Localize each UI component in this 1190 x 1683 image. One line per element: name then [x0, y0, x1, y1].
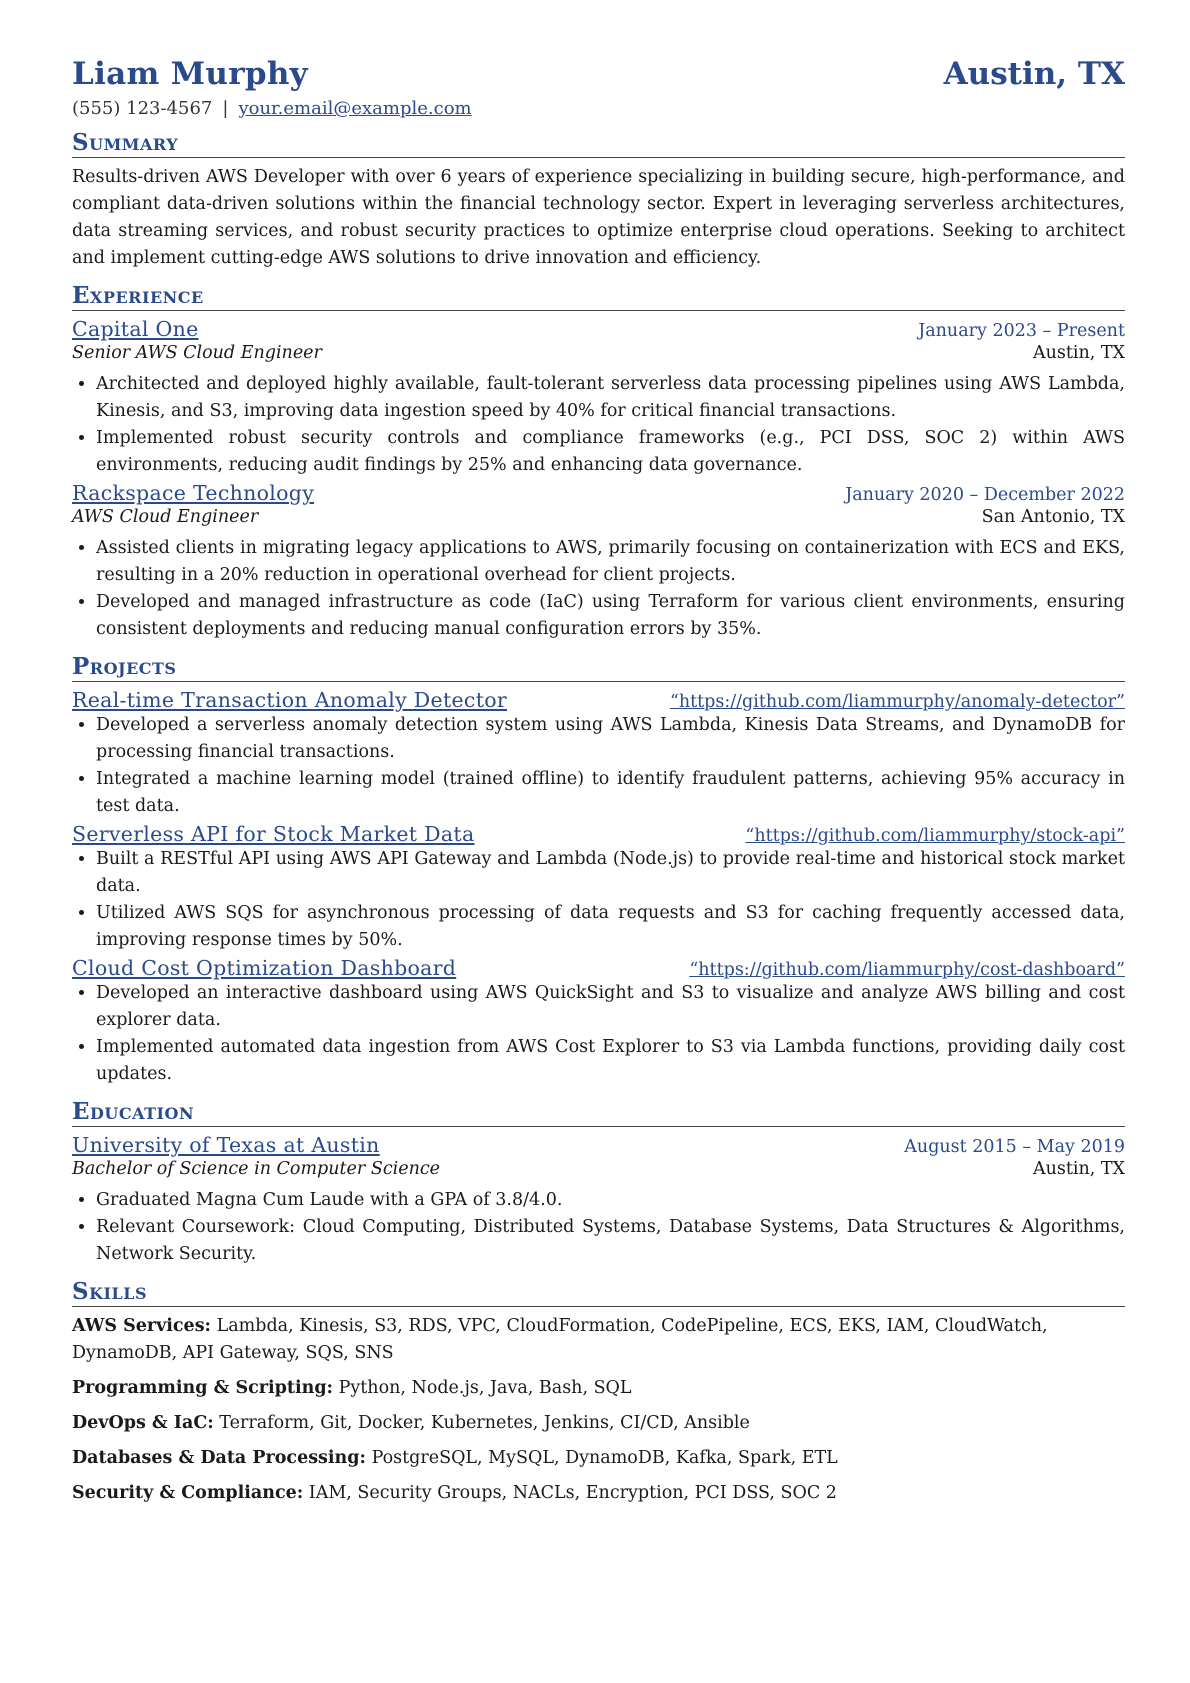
skill-row: [72, 1445, 1125, 1472]
contact-separator: |: [222, 98, 229, 119]
phone-number: (555) 123-4567: [72, 98, 213, 119]
skills-section: [72, 1278, 1125, 1507]
section-title-experience: Experience: [72, 282, 1125, 311]
section-title-summary: Summary: [72, 129, 1125, 158]
company-name[interactable]: Rackspace Technology: [72, 481, 315, 505]
skill-values: IAM, Security Groups, NACLs, Encryption, PCI DSS, SOC 2: [308, 1483, 837, 1503]
experience-section: [72, 282, 1125, 643]
degree: Bachelor of Science in Computer Science: [72, 1159, 441, 1179]
bullet-item: • Relevant Coursework: Cloud Computing, Distributed Systems, Database Systems, Data Structures & Algorithms, Network Security.: [96, 1214, 1125, 1268]
employment-dates: January 2023 – Present: [918, 321, 1125, 341]
project-name[interactable]: Cloud Cost Optimization Dashboard: [72, 956, 457, 980]
job-location: Austin, TX: [1032, 343, 1125, 363]
job-location: San Antonio, TX: [981, 507, 1125, 527]
job-title: Senior AWS Cloud Engineer: [72, 343, 322, 363]
project-link[interactable]: “https://github.com/liammurphy/anomaly-detector”: [669, 692, 1125, 712]
bullet-item: • Utilized AWS SQS for asynchronous processing of data requests and S3 for caching frequently accessed data, improving response times by 50%.: [96, 900, 1125, 954]
bullet-item: • Built a RESTful API using AWS API Gateway and Lambda (Node.js) to provide real-time and historical stock market data.: [96, 846, 1125, 900]
section-title-education: Education: [72, 1098, 1125, 1127]
skill-row: [72, 1313, 1125, 1367]
bullet-list: [72, 712, 1125, 820]
bullet-list: [72, 980, 1125, 1088]
skill-row: [72, 1480, 1125, 1507]
skill-category: Security & Compliance:: [72, 1483, 304, 1503]
school-location: Austin, TX: [1032, 1159, 1125, 1179]
contact-line: [72, 98, 1125, 119]
skill-row: [72, 1410, 1125, 1437]
experience-entry: [72, 317, 1125, 479]
resume-page: [72, 56, 1125, 1515]
projects-section: [72, 653, 1125, 1088]
skill-category: Databases & Data Processing:: [72, 1448, 366, 1468]
bullet-list: [72, 535, 1125, 643]
skill-category: Programming & Scripting:: [72, 1378, 334, 1398]
email-link[interactable]: your.email@example.com: [238, 98, 472, 119]
section-title-projects: Projects: [72, 653, 1125, 682]
company-name[interactable]: Capital One: [72, 317, 199, 341]
skill-values: Terraform, Git, Docker, Kubernetes, Jenkins, CI/CD, Ansible: [219, 1413, 750, 1433]
summary-text: Results-driven AWS Developer with over 6 years of experience specializing in building secure, high-performance, and compliant data-driven solutions within the financial technology sector. Expert in leveraging serverless architectures, data streaming services, and robust security practices to optimize enterprise cloud operations. Seeking to architect and implement cutting-edge AWS solutions to drive innovation and efficiency.: [72, 167, 1125, 268]
school-name[interactable]: University of Texas at Austin: [72, 1133, 380, 1157]
bullet-item: • Developed a serverless anomaly detection system using AWS Lambda, Kinesis Data Streams, and DynamoDB for processing financial transactions.: [96, 712, 1125, 766]
project-entry: [72, 822, 1125, 954]
bullet-list: [72, 846, 1125, 954]
project-name[interactable]: Real-time Transaction Anomaly Detector: [72, 688, 507, 712]
skill-values: Python, Node.js, Java, Bash, SQL: [338, 1378, 632, 1398]
resume-header: [72, 56, 1125, 92]
education-dates: August 2015 – May 2019: [904, 1137, 1125, 1157]
skill-category: DevOps & IaC:: [72, 1413, 214, 1433]
skill-category: AWS Services:: [72, 1316, 212, 1336]
summary-section: [72, 129, 1125, 272]
bullet-item: • Developed and managed infrastructure as code (IaC) using Terraform for various client environments, ensuring consistent deployments and reducing manual configuration errors by 35%.: [96, 589, 1125, 643]
project-link[interactable]: “https://github.com/liammurphy/stock-api”: [745, 826, 1125, 846]
bullet-item: • Graduated Magna Cum Laude with a GPA of 3.8/4.0.: [96, 1187, 1125, 1214]
skill-values: PostgreSQL, MySQL, DynamoDB, Kafka, Spark, ETL: [371, 1448, 838, 1468]
skill-row: [72, 1375, 1125, 1402]
candidate-location: Austin, TX: [943, 56, 1125, 92]
job-title: AWS Cloud Engineer: [72, 507, 259, 527]
bullet-item: • Integrated a machine learning model (trained offline) to identify fraudulent patterns, achieving 95% accuracy in test data.: [96, 766, 1125, 820]
education-section: [72, 1098, 1125, 1268]
project-name[interactable]: Serverless API for Stock Market Data: [72, 822, 475, 846]
project-entry: [72, 688, 1125, 820]
employment-dates: January 2020 – December 2022: [845, 485, 1125, 505]
bullet-list: [72, 1187, 1125, 1268]
bullet-item: • Implemented automated data ingestion from AWS Cost Explorer to S3 via Lambda functions, providing daily cost updates.: [96, 1034, 1125, 1088]
bullet-item: • Architected and deployed highly available, fault-tolerant serverless data processing pipelines using AWS Lambda, Kinesis, and S3, improving data ingestion speed by 40% for critical financial transactions.: [96, 371, 1125, 425]
experience-entry: [72, 481, 1125, 643]
bullet-item: • Implemented robust security controls and compliance frameworks (e.g., PCI DSS, SOC 2) within AWS environments, reducing audit findings by 25% and enhancing data governance.: [96, 425, 1125, 479]
project-entry: [72, 956, 1125, 1088]
bullet-item: • Assisted clients in migrating legacy applications to AWS, primarily focusing on containerization with ECS and EKS, resulting in a 20% reduction in operational overhead for client projects.: [96, 535, 1125, 589]
section-title-skills: Skills: [72, 1278, 1125, 1307]
bullet-item: • Developed an interactive dashboard using AWS QuickSight and S3 to visualize and analyze AWS billing and cost explorer data.: [96, 980, 1125, 1034]
project-link[interactable]: “https://github.com/liammurphy/cost-dashboard”: [689, 960, 1125, 980]
candidate-name: Liam Murphy: [72, 56, 308, 92]
bullet-list: [72, 371, 1125, 479]
skill-values: Lambda, Kinesis, S3, RDS, VPC, CloudFormation, CodePipeline, ECS, EKS, IAM, CloudWatch, DynamoDB, API Gateway, SQS, SNS: [72, 1316, 1048, 1363]
